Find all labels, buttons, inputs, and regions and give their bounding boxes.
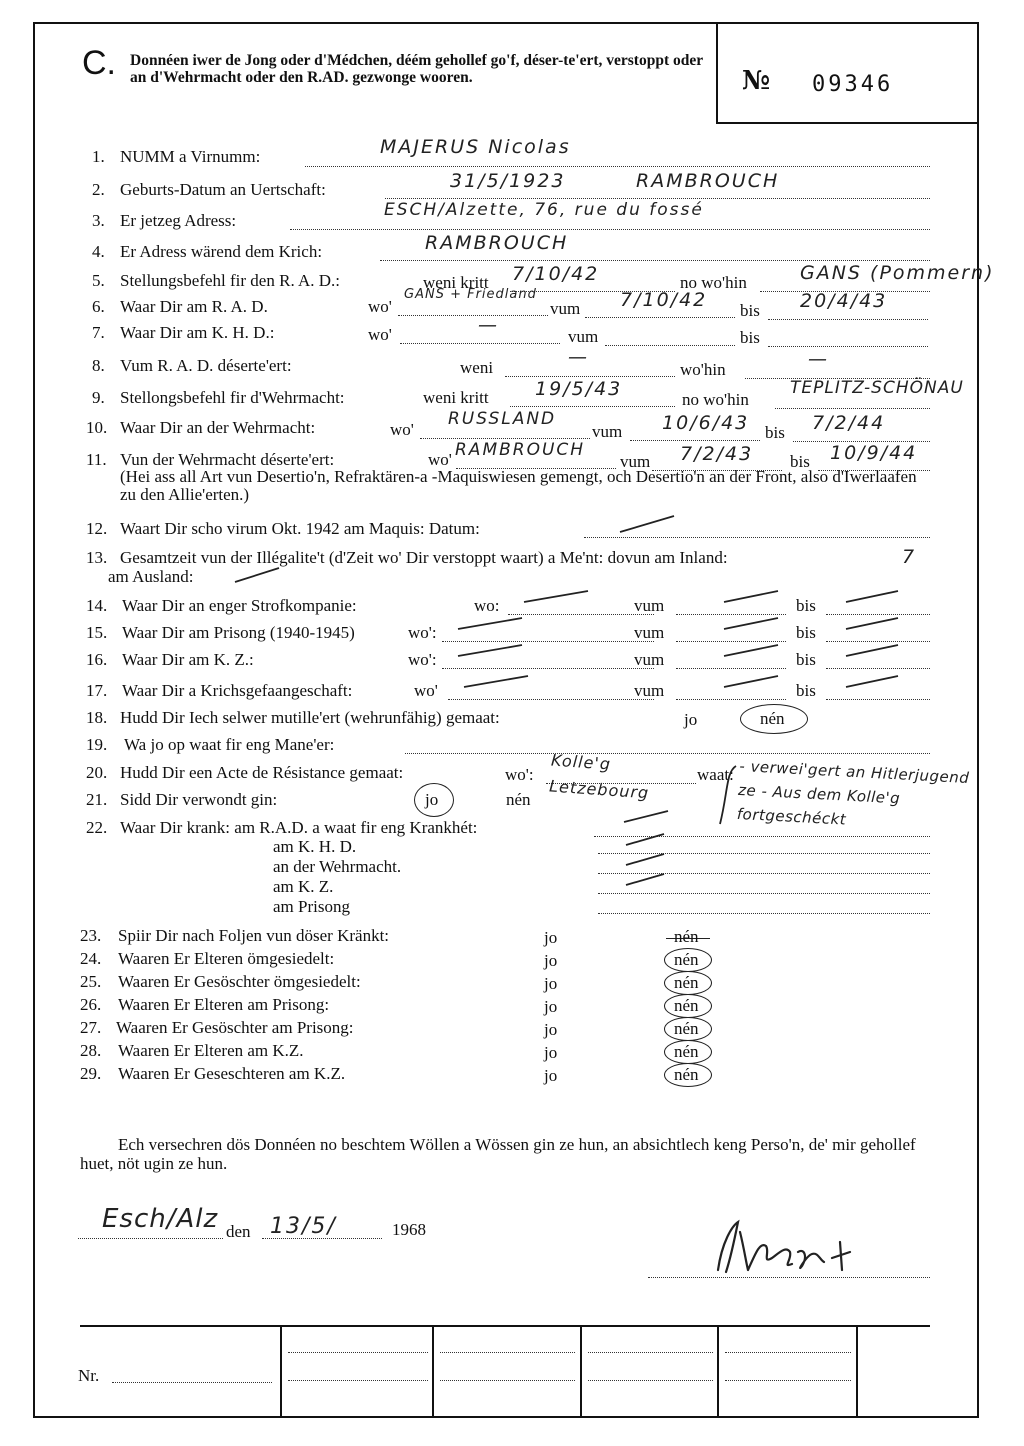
wehrmacht-order-date-line	[510, 406, 675, 407]
rad-destination-value[interactable]: GANS (Pommern)	[800, 262, 995, 284]
row-number: 16.	[86, 650, 108, 669]
abroad-strike-mark	[233, 564, 283, 586]
section-letter: C.	[82, 44, 116, 82]
header-divider	[716, 24, 718, 122]
resistance-place-value[interactable]: Kolle'g Letzebourg	[548, 750, 650, 803]
rad-label: Waar Dir am R. A. D.	[120, 297, 268, 316]
jo-option[interactable]: jo	[544, 951, 558, 970]
strike-mark	[722, 615, 782, 633]
strike-mark	[522, 588, 592, 606]
detention-label: Waar Dir an enger Strofkompanie:	[122, 596, 357, 615]
row-number: 11.	[86, 450, 107, 469]
birth-date-value[interactable]: 31/5/1923	[450, 170, 566, 192]
detention-from-line	[676, 668, 786, 669]
vum-label: vum	[568, 327, 599, 346]
rad-place-value[interactable]: GANS + Friedland	[404, 287, 537, 302]
rad-from-value[interactable]: 7/10/42	[620, 289, 708, 311]
number-sign: №	[742, 66, 771, 96]
illness-sub-label: am K. Z.	[273, 877, 334, 896]
row-number: 21.	[86, 790, 108, 809]
rad-desertion-date-value[interactable]: —	[568, 346, 589, 368]
vum-label: vum	[634, 596, 665, 615]
wo-label: wo'	[368, 297, 392, 316]
strike-mark	[844, 615, 902, 633]
row-number: 6.	[92, 297, 105, 316]
no-wohin-label: no wo'hin	[682, 390, 749, 409]
illness-sub-label: an der Wehrmacht.	[273, 857, 402, 876]
wehrmacht-dest-line	[775, 408, 930, 409]
detention-to-line	[826, 668, 930, 669]
rad-order-date-value[interactable]: 7/10/42	[512, 263, 600, 285]
rad-to-value[interactable]: 20/4/43	[800, 290, 888, 312]
wo-label: wo':	[408, 650, 437, 669]
yes-no-label: Waaren Er Elteren ömgesiedelt:	[118, 949, 335, 968]
vum-label: vum	[550, 299, 581, 318]
row-number: 4.	[92, 242, 105, 261]
vum-label: vum	[620, 452, 651, 471]
war-address-label: Er Adress wärend dem Krich:	[120, 242, 323, 261]
wehrmacht-dest-value[interactable]: TEPLITZ-SCHÖNAU	[790, 378, 964, 398]
mutilation-label: Hudd Dir Iech selwer mutille'ert (wehrunfähig) gemaat:	[120, 708, 500, 727]
wehrmacht-place-value[interactable]: RUSSLAND	[448, 409, 557, 429]
wo-label: wo'	[428, 450, 452, 469]
illness-sub-line	[598, 893, 930, 894]
wehrmacht-label: Waar Dir an der Wehrmacht:	[120, 418, 316, 437]
row-number: 26.	[80, 995, 102, 1014]
footer-cell-line	[725, 1352, 851, 1353]
birth-line	[385, 198, 930, 199]
nen-option[interactable]: nén	[674, 1019, 699, 1038]
row-number: 3.	[92, 211, 105, 230]
nen-option[interactable]: nén	[674, 996, 699, 1015]
khd-from-line	[605, 345, 735, 346]
illness-sub-label: am K. H. D.	[273, 837, 357, 856]
row-number: 29.	[80, 1064, 102, 1083]
rad-desertion-date-line	[505, 376, 675, 377]
strike-mark	[844, 642, 902, 660]
row-number: 28.	[80, 1041, 102, 1060]
row-number: 9.	[92, 388, 105, 407]
vum-label: vum	[634, 623, 665, 642]
birth-place-value[interactable]: RAMBROUCH	[636, 170, 780, 192]
row-number: 2.	[92, 180, 105, 199]
detention-label: Waar Dir am Prisong (1940-1945)	[122, 623, 355, 642]
strike-mark	[456, 642, 526, 660]
header-box-bottom	[716, 122, 977, 124]
resistance-note-value[interactable]: - verwei'gert an Hitlerjugend ze - Aus dem Kolle'g fortgeschéckt	[736, 756, 970, 829]
row-number: 18.	[86, 708, 108, 727]
footer-cell-line	[440, 1380, 575, 1381]
row-number: 13.	[86, 548, 108, 567]
yes-no-label: Waaren Er Elteren am Prisong:	[118, 995, 330, 1014]
nen-option[interactable]: nén	[674, 927, 699, 946]
name-line	[305, 166, 930, 167]
khd-to-line	[768, 346, 928, 347]
row-number: 25.	[80, 972, 102, 991]
date-value[interactable]: 13/5/	[270, 1214, 337, 1239]
yes-no-label: Waaren Er Geseschteren am K.Z.	[118, 1064, 346, 1083]
footer-divider	[432, 1325, 434, 1417]
footer-divider	[856, 1325, 858, 1417]
desertion-to-value[interactable]: 10/9/44	[830, 442, 918, 464]
weni-kritt-label: weni kritt	[423, 388, 489, 407]
nen-option[interactable]: nén	[674, 950, 699, 969]
no-wohin-label: no wo'hin	[680, 273, 747, 292]
manner-label: Wa jo op waat fir eng Mane'er:	[124, 735, 335, 754]
rad-place-line	[398, 315, 548, 316]
nen-option[interactable]: nén	[506, 790, 531, 809]
jo-option[interactable]: jo	[544, 974, 558, 993]
strike-mark	[456, 615, 526, 633]
strike-mark	[622, 808, 672, 826]
bis-label: bis	[796, 681, 816, 700]
strike-mark	[624, 871, 668, 889]
form-number: 09346	[812, 72, 894, 97]
rad-order-label: Stellungsbefehl fir den R. A. D.:	[120, 271, 341, 290]
resistance-label: Hudd Dir een Acte de Résistance gemaat:	[120, 763, 404, 782]
birth-label: Geburts-Datum an Uertschaft:	[120, 180, 326, 199]
wo-label: wo':	[505, 765, 534, 784]
bis-label: bis	[740, 328, 760, 347]
rad-desertion-dest-value[interactable]: —	[808, 348, 829, 370]
bis-label: bis	[790, 452, 810, 471]
footer-cell-line	[288, 1352, 428, 1353]
yes-no-label: Waaren Er Gesöschter am Prisong:	[116, 1018, 354, 1037]
row-number: 22.	[86, 818, 108, 837]
nr-line	[112, 1382, 272, 1383]
wehrmacht-desertion-label: Vun der Wehrmacht déserte'ert:	[120, 450, 335, 469]
bis-label: bis	[765, 423, 785, 442]
maquis-label: Waart Dir scho virum Okt. 1942 am Maquis: Datum:	[120, 519, 480, 538]
wehrmacht-from-line	[630, 440, 760, 441]
khd-place-line	[400, 343, 560, 344]
detention-place-line	[508, 614, 654, 615]
signature-image	[700, 1212, 870, 1278]
declaration-text: Ech versechren dös Donnéen no beschtem Wöllen a Wössen gin ze hun, an absichtlech keng Perso'n, de' mir gehollef huet, nöt ugin ze hun.	[80, 1135, 916, 1173]
footer-top-line	[80, 1325, 930, 1327]
wohin-label: wo'hin	[680, 360, 726, 379]
nen-option[interactable]: nén	[674, 973, 699, 992]
maquis-strike-mark	[618, 512, 678, 536]
jo-option[interactable]: jo	[544, 1043, 558, 1062]
footer-cell-line	[588, 1380, 713, 1381]
jo-option[interactable]: jo	[544, 1020, 558, 1039]
row-number: 20.	[86, 763, 108, 782]
weni-label: weni	[460, 358, 494, 377]
khd-label: Waar Dir am K. H. D.:	[120, 323, 275, 342]
strike-mark	[722, 642, 782, 660]
wehrmacht-from-value[interactable]: 10/6/43	[662, 412, 750, 434]
address-value[interactable]: ESCH/Alzette, 76, rue du fossé	[384, 200, 704, 220]
row-number: 8.	[92, 356, 105, 375]
footer-cell-line	[588, 1352, 713, 1353]
address-line	[290, 229, 930, 230]
jo-option[interactable]: jo	[425, 790, 439, 809]
bis-label: bis	[796, 596, 816, 615]
name-label: NUMM a Virnumm:	[120, 147, 261, 166]
nen-option[interactable]: nén	[674, 1065, 699, 1084]
war-address-line	[380, 260, 930, 261]
vum-label: vum	[634, 681, 665, 700]
detention-to-line	[826, 699, 930, 700]
den-label: den	[226, 1222, 251, 1241]
wo-label: wo'	[414, 681, 438, 700]
row-number: 24.	[80, 949, 102, 968]
footer-divider	[280, 1325, 282, 1417]
rad-from-line	[585, 317, 735, 318]
illness-sub-line	[598, 913, 930, 914]
wo-label: wo':	[408, 623, 437, 642]
wounded-label: Sidd Dir verwondt gin:	[120, 790, 278, 809]
footer-bottom-line	[33, 1416, 979, 1418]
strike-mark	[722, 588, 782, 606]
row-number: 5.	[92, 271, 105, 290]
weni-kritt-label: weni kritt	[423, 273, 489, 292]
maquis-line	[584, 537, 930, 538]
detention-place-line	[448, 699, 654, 700]
wo-label: wo'	[368, 325, 392, 344]
jo-option[interactable]: jo	[544, 1066, 558, 1085]
illegality-label: Gesamtzeit vun der Illégalite't (d'Zeit wo' Dir verstoppt waart) a Me'nt: dovun am Inland:	[120, 548, 728, 567]
waat-label: waat:	[697, 765, 734, 784]
nr-label: Nr.	[78, 1366, 100, 1385]
wehrmacht-to-value[interactable]: 7/2/44	[812, 412, 886, 434]
yes-no-label: Spiir Dir nach Foljen vun döser Kränkt:	[118, 926, 390, 945]
illegality-inland-value[interactable]: 7	[902, 546, 917, 568]
row-number: 15.	[86, 623, 108, 642]
jo-option[interactable]: jo	[544, 997, 558, 1016]
strike-mark	[624, 851, 668, 869]
address-label: Er jetzeg Adress:	[120, 211, 237, 230]
strike-mark	[844, 588, 902, 606]
detention-label: Waar Dir am K. Z.:	[122, 650, 254, 669]
footer-cell-line	[440, 1352, 575, 1353]
illness-label: Waar Dir krank: am R.A.D. a waat fir eng Krankhét:	[120, 818, 478, 837]
khd-place-value[interactable]: —	[478, 314, 499, 336]
vum-label: vum	[634, 650, 665, 669]
desertion-from-value[interactable]: 7/2/43	[680, 443, 754, 465]
nen-option[interactable]: nén	[674, 1042, 699, 1061]
row-number: 14.	[86, 596, 108, 615]
place-value[interactable]: Esch/Alz	[102, 1204, 219, 1234]
strike-mark	[844, 673, 902, 691]
rad-desertion-label: Vum R. A. D. déserte'ert:	[120, 356, 292, 375]
detention-label: Waar Dir a Krichsgefaangeschaft:	[122, 681, 353, 700]
footer-cell-line	[288, 1380, 428, 1381]
row-number: 10.	[86, 418, 108, 437]
desertion-place-value[interactable]: RAMBROUCH	[455, 440, 586, 460]
yes-no-label: Waaren Er Elteren am K.Z.	[118, 1041, 304, 1060]
wehrmacht-order-label: Stellongsbefehl fir d'Wehrmacht:	[120, 388, 345, 407]
wo-label: wo:	[474, 596, 500, 615]
strike-mark	[722, 673, 782, 691]
row-number: 19.	[86, 735, 108, 754]
jo-option[interactable]: jo	[684, 710, 698, 729]
bis-label: bis	[796, 650, 816, 669]
header-title: Donnéen iwer de Jong oder d'Médchen, déém gehollef go'f, déser-te'ert, verstoppt oder an d'Wehrmacht oder den R.AD. gezwonge wooren.	[130, 52, 703, 86]
vum-label: vum	[592, 422, 623, 441]
footer-divider	[717, 1325, 719, 1417]
detention-from-line	[676, 699, 786, 700]
bis-label: bis	[740, 301, 760, 320]
nen-option[interactable]: nén	[760, 709, 785, 728]
manner-line	[405, 753, 930, 754]
wo-label: wo'	[390, 420, 414, 439]
abroad-label: am Ausland:	[108, 567, 194, 586]
row-number: 27.	[80, 1018, 102, 1037]
wehrmacht-order-date-value[interactable]: 19/5/43	[535, 378, 623, 400]
detention-place-line	[442, 668, 654, 669]
wehrmacht-place-line	[420, 438, 590, 439]
illness-sub-label: am Prisong	[273, 897, 350, 916]
row-number: 1.	[92, 147, 105, 166]
strike-mark	[462, 673, 532, 691]
rad-to-line	[768, 319, 928, 320]
strike-mark	[624, 831, 668, 849]
row-number: 23.	[80, 926, 102, 945]
row-number: 7.	[92, 323, 105, 342]
desertion-note: (Hei ass all Art vun Desertio'n, Refraktären-a -Maquiswiesen gemengt, och Desertio'n an der Front, also d'Iwerlaafen zu den Allie'erten.)	[120, 467, 917, 504]
yes-no-label: Waaren Er Gesöschter ömgesiedelt:	[118, 972, 361, 991]
footer-cell-line	[725, 1380, 851, 1381]
bis-label: bis	[796, 623, 816, 642]
name-value[interactable]: MAJERUS Nicolas	[380, 136, 571, 158]
year-label: 1968	[392, 1220, 426, 1239]
row-number: 12.	[86, 519, 108, 538]
war-address-value[interactable]: RAMBROUCH	[425, 232, 569, 254]
place-line	[78, 1238, 223, 1239]
row-number: 17.	[86, 681, 108, 700]
jo-option[interactable]: jo	[544, 928, 558, 947]
footer-divider	[580, 1325, 582, 1417]
